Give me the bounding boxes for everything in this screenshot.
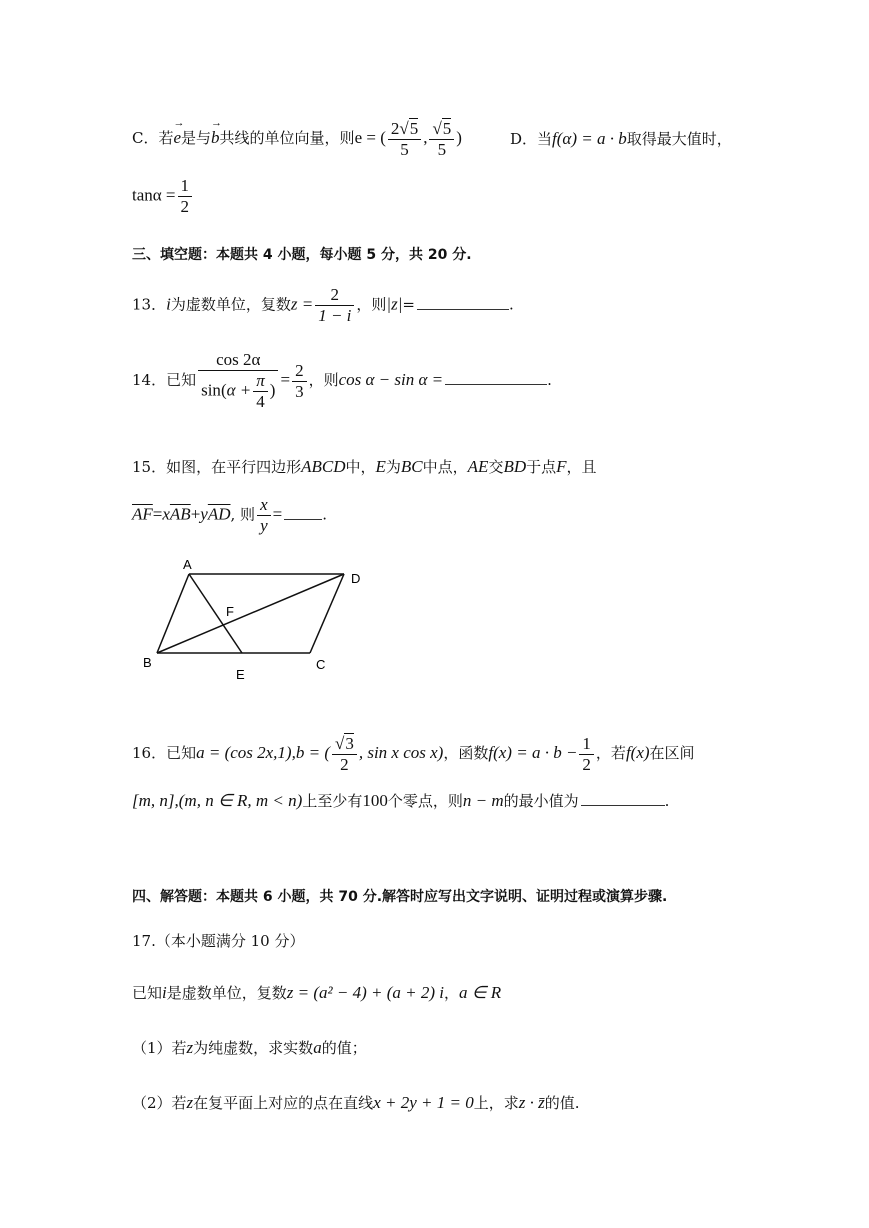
fraction: $\frac{√5}{5}$: [429, 118, 454, 160]
question-13: 13．i为虚数单位，复数z = $\frac{2}{1 - i}$ ，则|z|= .: [132, 285, 514, 325]
parallelogram-diagram: [130, 555, 380, 690]
question-17-part-2: （2）若z在复平面上对应的点在直线x + 2y + 1 = 0上，求z · z̄的值.: [132, 1093, 580, 1112]
question-16-line-2: [m, n],(m, n ∈ R, m < n)上至少有100个零点，则n − m的最小值为 .: [132, 791, 670, 810]
section-3-heading: 三、填空题：本题共 4 小题，每小题 5 分，共 20 分.: [132, 247, 472, 263]
vector-b: → b: [211, 128, 220, 148]
label-a: A: [183, 557, 192, 572]
fraction: $\frac{x}{y}$: [257, 495, 271, 536]
segment-ae: [189, 574, 242, 653]
fraction: $\frac{1}{2}$: [579, 734, 594, 775]
fraction: $\frac{√3}{2}$: [332, 733, 357, 775]
question-16: 16．已知a = (cos 2x,1),b = ( $\frac{√3}{2}$ , sin x cos x)，函数f(x) = a · b − $\frac{1}{2}$ ，若f(x)在区间: [132, 733, 695, 774]
answer-blank[interactable]: [417, 295, 509, 310]
segment-bd: [157, 574, 344, 653]
fraction: $\frac{1}{2}$: [178, 176, 193, 217]
question-14: 14．已知 cos 2α sin(α + $\frac{\pi}{4}$ ) = $\frac{2}{3}$ ，则cos α − sin α = .: [132, 350, 552, 411]
fraction: cos 2α sin(α + $\frac{\pi}{4}$ ): [198, 350, 278, 412]
label-f: F: [226, 604, 234, 619]
vector-e: → e: [173, 128, 181, 148]
question-15: 15．如图，在平行四边形ABCD中，E为BC中点，AE交BD于点F，且: [132, 457, 597, 476]
question-17-title: 17.（本小题满分 10 分）: [132, 932, 305, 950]
option-c: C．若→ e是与→ b共线的单位向量，则e = ( $\frac{2√5}{5}$ , $\frac{√5}{5}$ ): [132, 118, 462, 160]
question-17-stem: 已知i是虚数单位，复数z = (a² − 4) + (a + 2) i，a ∈ R: [132, 983, 502, 1002]
answer-blank[interactable]: [284, 505, 322, 520]
section-4-heading: 四、解答题：本题共 6 小题，共 70 分.解答时应写出文字说明、证明过程或演算步骤.: [132, 889, 668, 905]
label-e: E: [236, 667, 245, 682]
fraction: $\frac{2√5}{5}$: [388, 118, 421, 160]
answer-blank[interactable]: [445, 370, 547, 385]
fraction: $\frac{2}{1 - i}$: [315, 285, 354, 326]
question-15-line-2: $\overline{AF}=x\overline{AB}+y\overline{AD}$, 则 $\frac{x}{y}$ = .: [132, 495, 327, 535]
tan-line: tanα = $\frac{1}{2}$: [132, 176, 194, 217]
option-d: D．当f(α) = a · b取得最大值时，: [510, 129, 732, 148]
label-d: D: [351, 571, 361, 586]
fraction: $\frac{2}{3}$: [292, 361, 307, 402]
question-17-part-1: （1）若z为纯虚数，求实数a的值；: [132, 1038, 367, 1057]
label-c: C: [316, 657, 326, 672]
label-b: B: [143, 655, 152, 670]
answer-blank[interactable]: [581, 791, 665, 806]
